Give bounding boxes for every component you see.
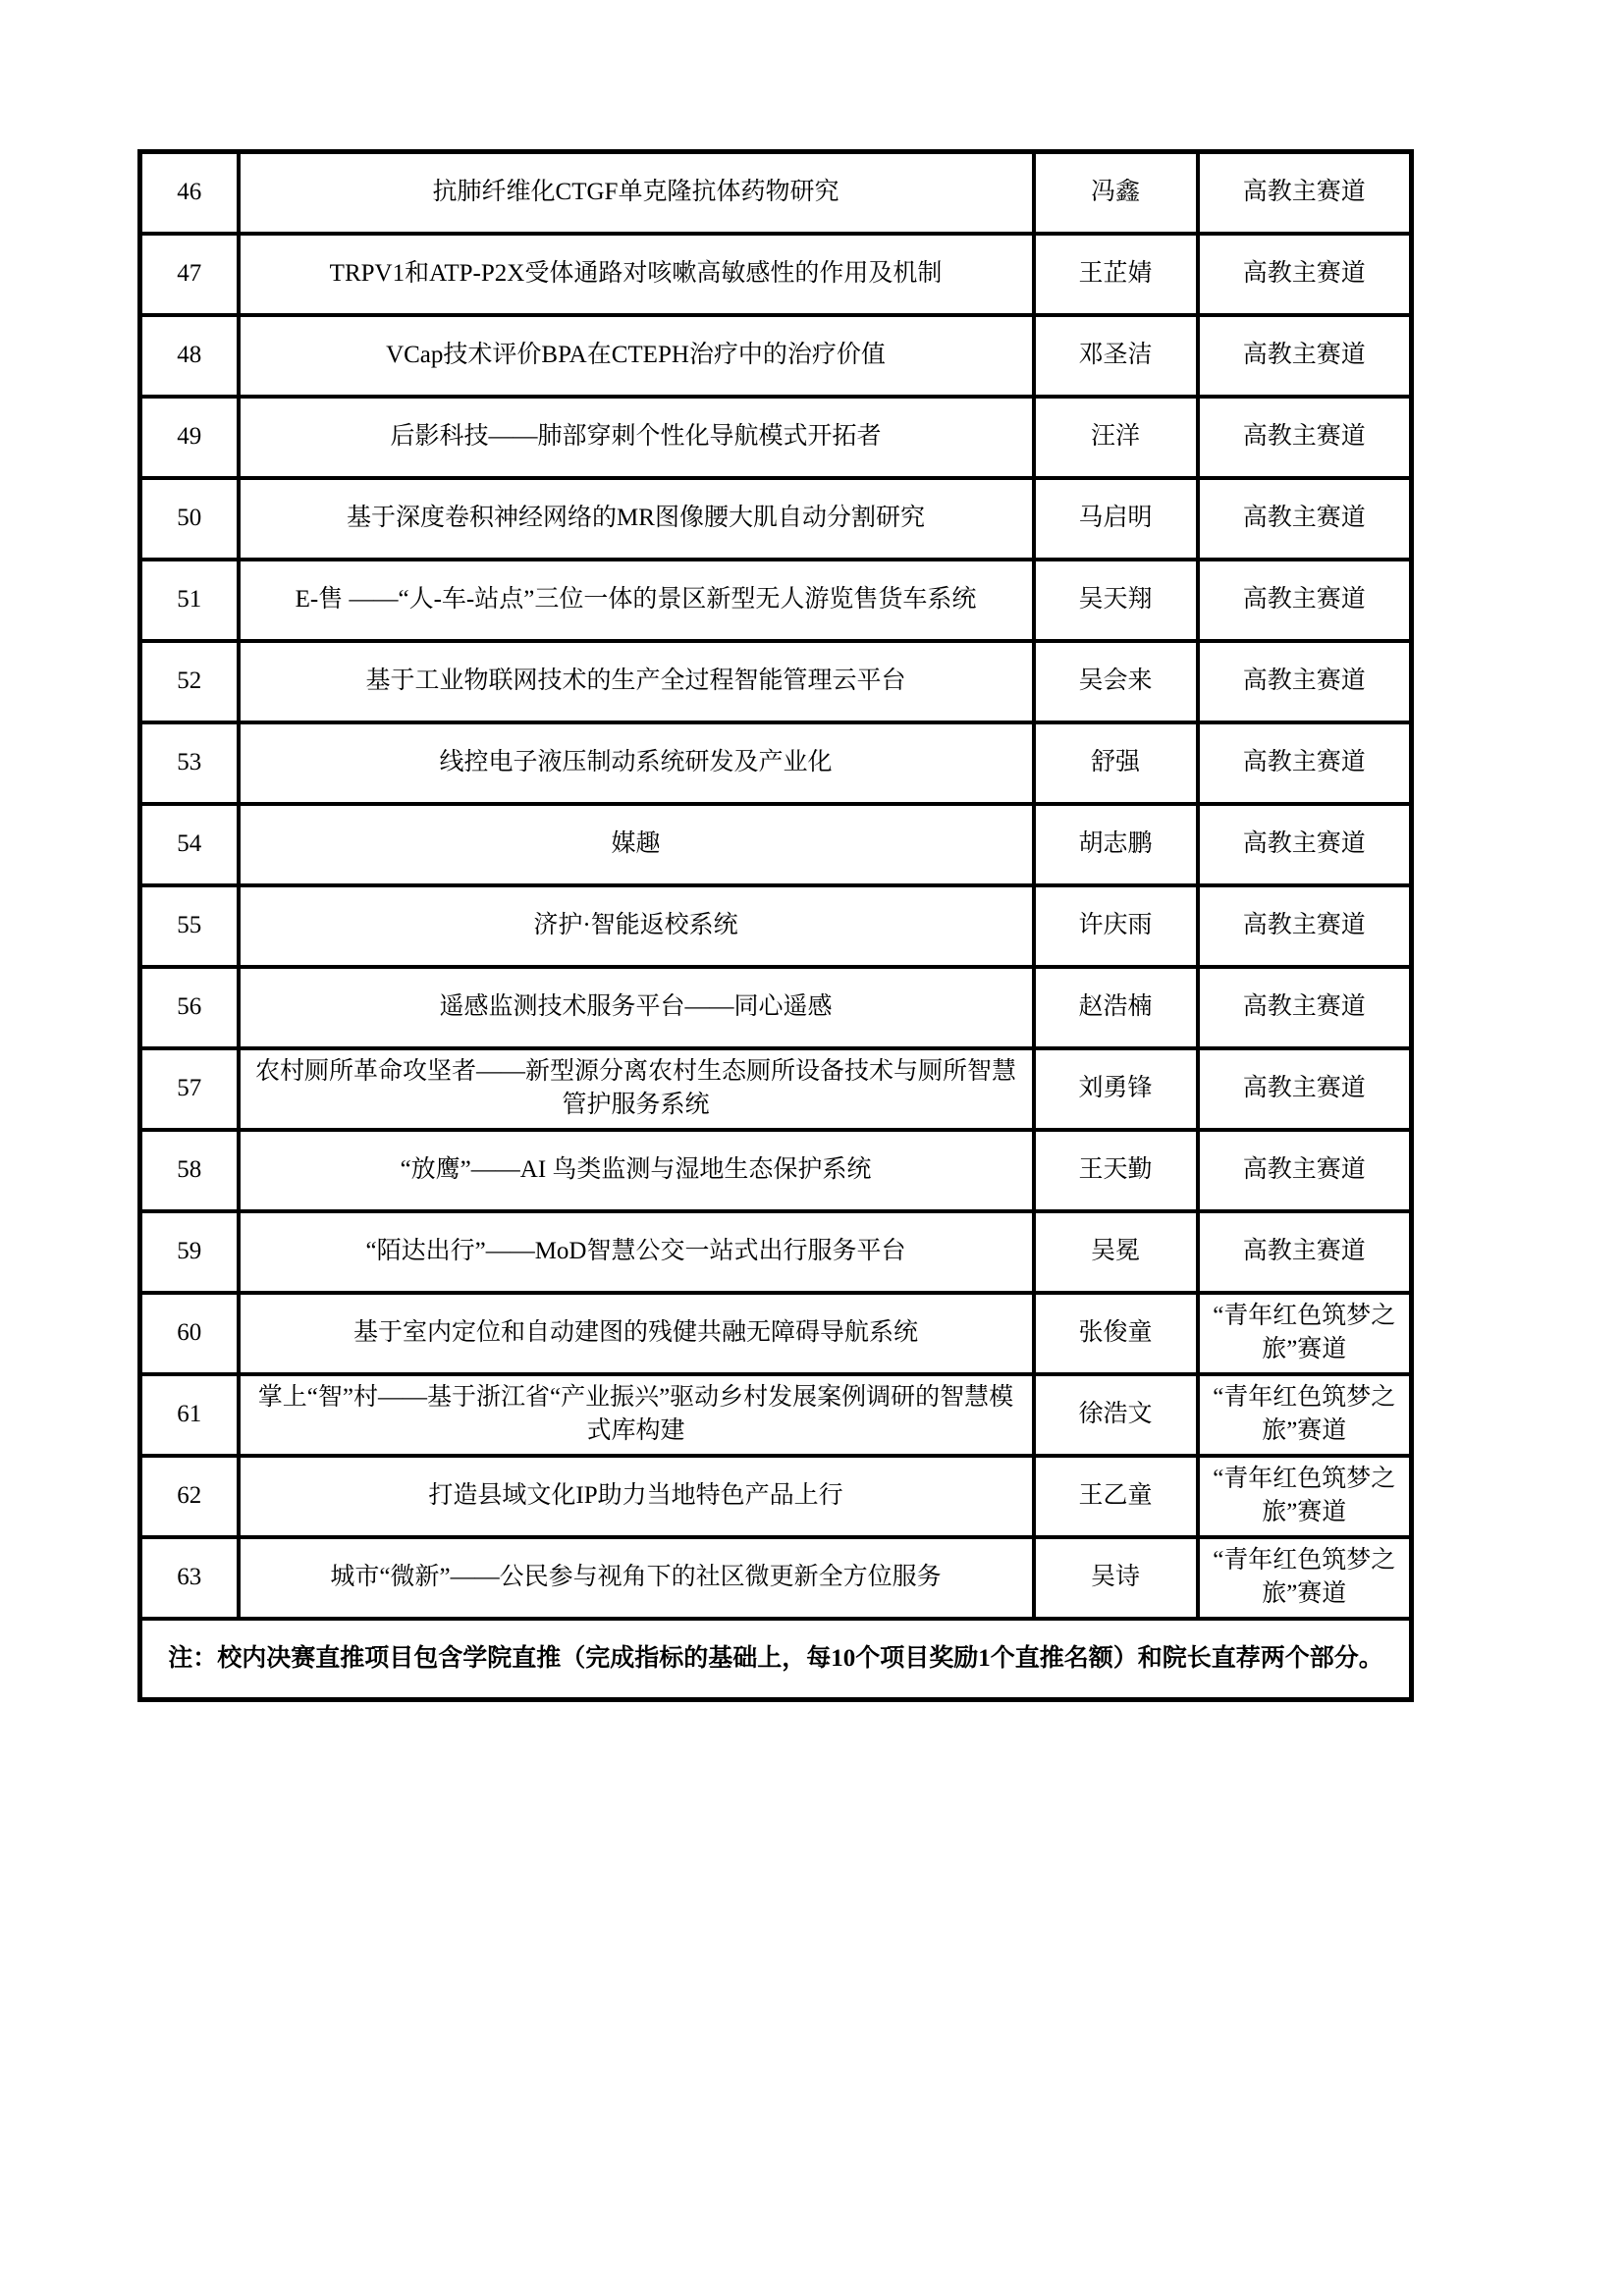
table-row (140, 397, 1412, 478)
cell-row-number: 50 (140, 478, 239, 560)
cell-track-name: 高教主赛道 (1198, 804, 1412, 885)
cell-row-number: 53 (140, 722, 239, 804)
cell-project-name: “陌达出行”——MoD智慧公交一站式出行服务平台 (239, 1211, 1034, 1293)
table-row (140, 152, 1412, 234)
cell-track-name: 高教主赛道 (1198, 560, 1412, 641)
cell-leader-name: 邓圣洁 (1034, 315, 1198, 397)
cell-track-name: 高教主赛道 (1198, 478, 1412, 560)
cell-track-name: “青年红色筑梦之旅”赛道 (1198, 1293, 1412, 1374)
cell-leader-name: 王乙童 (1034, 1456, 1198, 1537)
cell-row-number: 46 (140, 152, 239, 234)
cell-track-name: 高教主赛道 (1198, 641, 1412, 722)
cell-project-name: 基于深度卷积神经网络的MR图像腰大肌自动分割研究 (239, 478, 1034, 560)
cell-row-number: 62 (140, 1456, 239, 1537)
note-row (140, 1619, 1412, 1700)
table-row (140, 1374, 1412, 1456)
cell-project-name: 城市“微新”——公民参与视角下的社区微更新全方位服务 (239, 1537, 1034, 1619)
table-row (140, 315, 1412, 397)
cell-leader-name: 胡志鹏 (1034, 804, 1198, 885)
cell-track-name: 高教主赛道 (1198, 967, 1412, 1048)
cell-project-name: 后影科技——肺部穿刺个性化导航模式开拓者 (239, 397, 1034, 478)
cell-track-name: 高教主赛道 (1198, 722, 1412, 804)
cell-leader-name: 吴冕 (1034, 1211, 1198, 1293)
cell-track-name: 高教主赛道 (1198, 397, 1412, 478)
table-row (140, 560, 1412, 641)
cell-row-number: 61 (140, 1374, 239, 1456)
cell-leader-name: 赵浩楠 (1034, 967, 1198, 1048)
table-row (140, 804, 1412, 885)
cell-leader-name: 徐浩文 (1034, 1374, 1198, 1456)
cell-track-name: “青年红色筑梦之旅”赛道 (1198, 1456, 1412, 1537)
table-row (140, 1537, 1412, 1619)
cell-leader-name: 许庆雨 (1034, 885, 1198, 967)
table-row (140, 478, 1412, 560)
table-row (140, 1130, 1412, 1211)
cell-leader-name: 王天勤 (1034, 1130, 1198, 1211)
cell-project-name: 媒趣 (239, 804, 1034, 885)
table-row (140, 1211, 1412, 1293)
cell-leader-name: 刘勇锋 (1034, 1048, 1198, 1130)
table-row (140, 722, 1412, 804)
cell-row-number: 54 (140, 804, 239, 885)
cell-track-name: 高教主赛道 (1198, 315, 1412, 397)
cell-project-name: 线控电子液压制动系统研发及产业化 (239, 722, 1034, 804)
table-row (140, 967, 1412, 1048)
cell-track-name: 高教主赛道 (1198, 234, 1412, 315)
cell-project-name: 抗肺纤维化CTGF单克隆抗体药物研究 (239, 152, 1034, 234)
cell-leader-name: 汪洋 (1034, 397, 1198, 478)
cell-leader-name: 吴天翔 (1034, 560, 1198, 641)
table-row (140, 641, 1412, 722)
table-row (140, 885, 1412, 967)
cell-row-number: 58 (140, 1130, 239, 1211)
table-row (140, 234, 1412, 315)
cell-project-name: 济护·智能返校系统 (239, 885, 1034, 967)
cell-row-number: 59 (140, 1211, 239, 1293)
cell-track-name: “青年红色筑梦之旅”赛道 (1198, 1537, 1412, 1619)
cell-leader-name: 张俊童 (1034, 1293, 1198, 1374)
cell-project-name: VCap技术评价BPA在CTEPH治疗中的治疗价值 (239, 315, 1034, 397)
cell-project-name: 掌上“智”村——基于浙江省“产业振兴”驱动乡村发展案例调研的智慧模式库构建 (239, 1374, 1034, 1456)
cell-row-number: 52 (140, 641, 239, 722)
projects-table-body (140, 152, 1412, 1619)
table-row (140, 1293, 1412, 1374)
cell-project-name: 遥感监测技术服务平台——同心遥感 (239, 967, 1034, 1048)
cell-row-number: 49 (140, 397, 239, 478)
projects-table (137, 149, 1414, 1702)
cell-row-number: 57 (140, 1048, 239, 1130)
cell-track-name: 高教主赛道 (1198, 1130, 1412, 1211)
cell-track-name: 高教主赛道 (1198, 1048, 1412, 1130)
cell-track-name: 高教主赛道 (1198, 152, 1412, 234)
cell-leader-name: 冯鑫 (1034, 152, 1198, 234)
cell-leader-name: 舒强 (1034, 722, 1198, 804)
cell-row-number: 48 (140, 315, 239, 397)
cell-leader-name: 马启明 (1034, 478, 1198, 560)
cell-row-number: 60 (140, 1293, 239, 1374)
cell-row-number: 56 (140, 967, 239, 1048)
cell-project-name: E-售 ——“人-车-站点”三位一体的景区新型无人游览售货车系统 (239, 560, 1034, 641)
cell-leader-name: 吴会来 (1034, 641, 1198, 722)
cell-row-number: 55 (140, 885, 239, 967)
cell-leader-name: 吴诗 (1034, 1537, 1198, 1619)
note-text: 注：校内决赛直推项目包含学院直推（完成指标的基础上，每10个项目奖励1个直推名额）和院长直荐两个部分。 (140, 1619, 1412, 1700)
cell-row-number: 63 (140, 1537, 239, 1619)
cell-track-name: 高教主赛道 (1198, 885, 1412, 967)
cell-project-name: TRPV1和ATP-P2X受体通路对咳嗽高敏感性的作用及机制 (239, 234, 1034, 315)
table-row (140, 1048, 1412, 1130)
cell-project-name: “放鹰”——AI 鸟类监测与湿地生态保护系统 (239, 1130, 1034, 1211)
cell-row-number: 51 (140, 560, 239, 641)
cell-project-name: 基于室内定位和自动建图的残健共融无障碍导航系统 (239, 1293, 1034, 1374)
cell-track-name: “青年红色筑梦之旅”赛道 (1198, 1374, 1412, 1456)
cell-project-name: 打造县域文化IP助力当地特色产品上行 (239, 1456, 1034, 1537)
cell-project-name: 基于工业物联网技术的生产全过程智能管理云平台 (239, 641, 1034, 722)
table-row (140, 1456, 1412, 1537)
cell-track-name: 高教主赛道 (1198, 1211, 1412, 1293)
cell-leader-name: 王芷婧 (1034, 234, 1198, 315)
cell-project-name: 农村厕所革命攻坚者——新型源分离农村生态厕所设备技术与厕所智慧管护服务系统 (239, 1048, 1034, 1130)
cell-row-number: 47 (140, 234, 239, 315)
table-sheet (137, 149, 1414, 1702)
